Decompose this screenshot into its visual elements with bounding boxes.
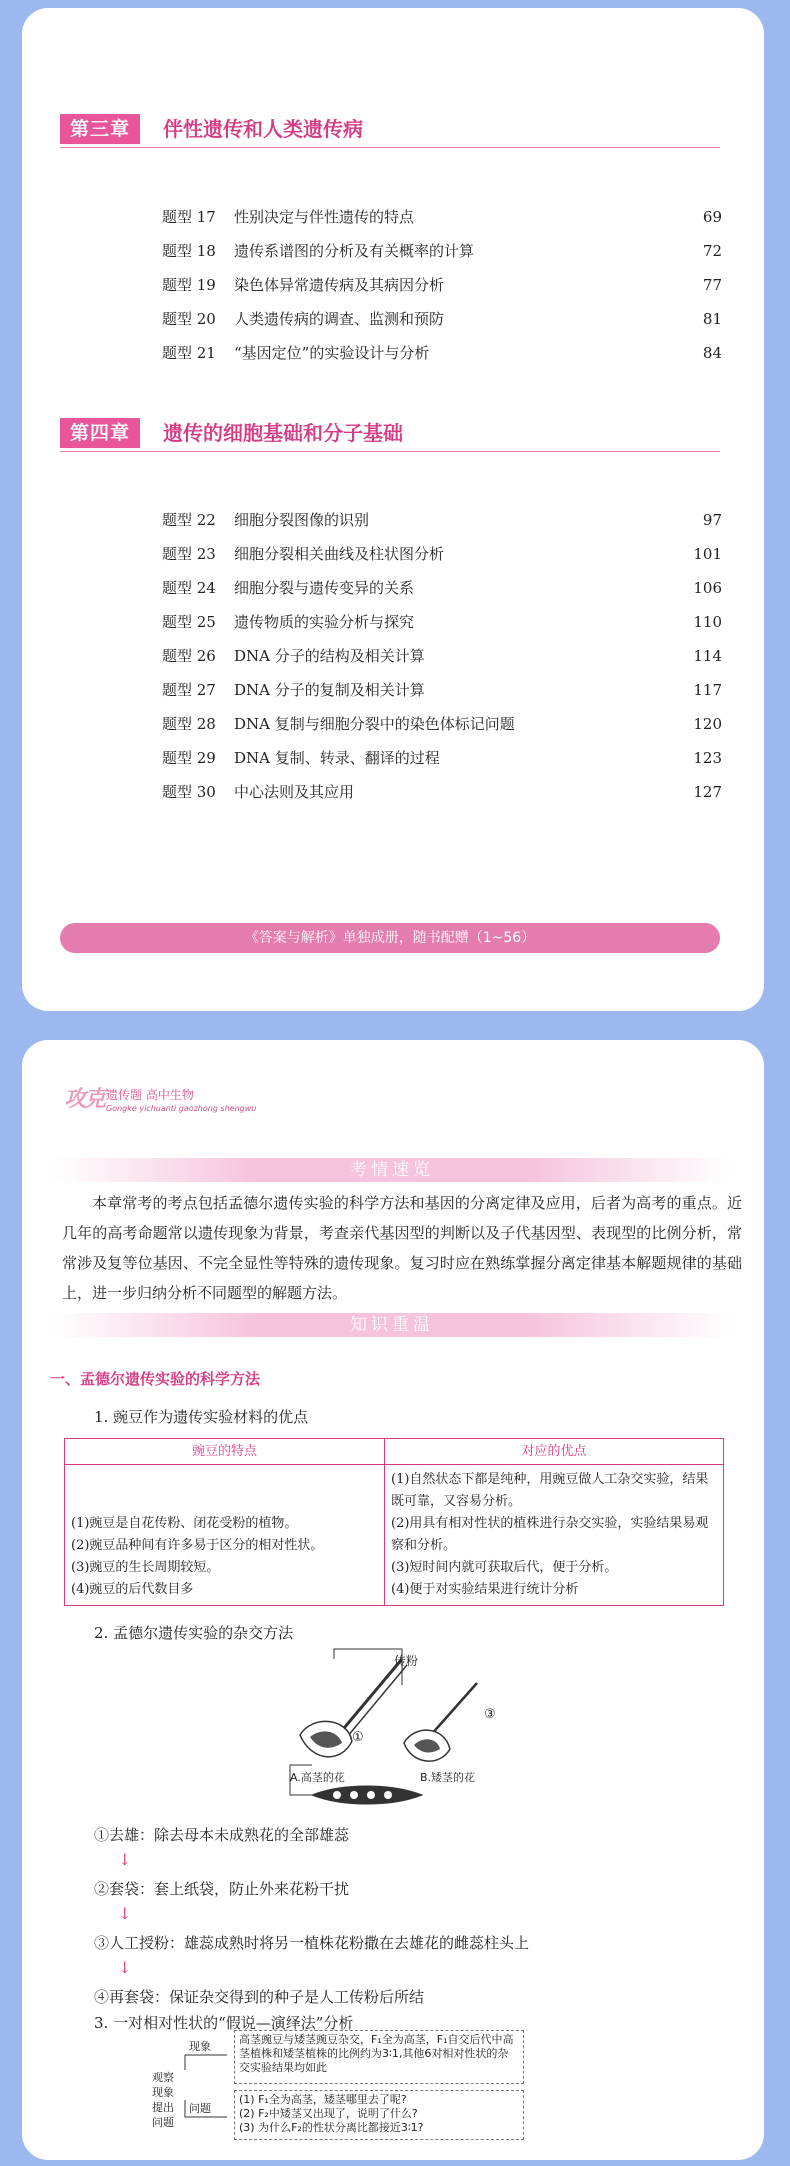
toc-item-title: DNA 复制与细胞分裂中的染色体标记问题 [234,715,515,733]
toc-item-title: 中心法则及其应用 [234,783,355,801]
chapter4-toc [162,503,722,809]
down-arrow-icon: ↓ [118,1850,132,1869]
label-wenti: 问题 [189,2102,211,2115]
brand-pinyin: Gongke yichuanti gaozhong shengwu [106,1104,257,1113]
toc-row[interactable] [162,707,722,741]
toc-item-number: 题型 26 [162,647,216,665]
toc-item-title: 染色体异常遗传病及其病因分析 [234,276,445,294]
step-emasculation: ①去雄：除去母本未成熟花的全部雄蕊 [94,1826,350,1844]
subheading-cross-method: 2. 孟德尔遗传实验的杂交方法 [94,1624,294,1642]
toc-row[interactable] [162,234,722,268]
toc-item-number: 题型 24 [162,579,216,597]
toc-row[interactable] [162,673,722,707]
pea-feature-table [64,1438,724,1606]
toc-item-number: 题型 18 [162,242,216,260]
toc-item-page: 120 [693,715,722,733]
advantage-line: (4)便于对实验结果进行统计分析 [391,1582,579,1597]
toc-item-number: 题型 21 [162,344,216,362]
toc-item-page: 123 [693,749,722,767]
question-line: (1) F₁全为高茎，矮茎哪里去了呢? [239,2093,407,2106]
table-cell-advantages [385,1465,724,1606]
brand-header [64,1082,364,1122]
toc-row[interactable] [162,302,722,336]
subheading-hypothesis-deduction: 3. 一对相对性状的“假说—演绎法”分析 [94,2014,354,2032]
feature-line: (1)豌豆是自花传粉、闭花受粉的植物。 [71,1516,298,1531]
toc-item-title: 遗传物质的实验分析与探究 [234,613,415,631]
label-tall-flower: A.高茎的花 [290,1771,345,1784]
toc-item-number: 题型 19 [162,276,216,294]
toc-item-number: 题型 22 [162,511,216,529]
table-header-advantages: 对应的优点 [385,1439,724,1465]
table-cell-features [65,1465,385,1606]
toc-item-page: 110 [693,613,722,631]
phenomenon-box: 高茎豌豆与矮茎豌豆杂交，F₁全为高茎，F₁自交后代中高茎植株和矮茎植株的比例约为3∶1,其他6对相对性状的杂交实验结果均如此 [234,2030,524,2084]
toc-row[interactable] [162,741,722,775]
section-band-zhishi [52,1313,732,1337]
toc-item-title: DNA 复制、转录、翻译的过程 [234,749,440,767]
toc-item-number: 题型 28 [162,715,216,733]
toc-item-page: 101 [693,545,722,563]
toc-item-title: DNA 分子的结构及相关计算 [234,647,425,665]
table-header-features: 豌豆的特点 [65,1439,385,1465]
toc-item-number: 题型 27 [162,681,216,699]
chapter3-header [60,114,720,148]
toc-item-number: 题型 20 [162,310,216,328]
content-page [22,1040,764,2160]
toc-item-page: 77 [702,276,722,294]
toc-item-number: 题型 30 [162,783,216,801]
toc-item-title: 细胞分裂图像的识别 [234,511,370,529]
hypo-bracket [177,2045,237,2135]
toc-item-title: 性别决定与伴性遗传的特点 [234,208,415,226]
step-rebagging: ④再套袋：保证杂交得到的种子是人工传粉后所结 [94,1988,425,2006]
toc-row[interactable] [162,503,722,537]
toc-row[interactable] [162,336,722,370]
heading-mendel-method: 一、孟德尔遗传实验的科学方法 [50,1370,261,1388]
step-bagging: ②套袋：套上纸袋，防止外来花粉干扰 [94,1880,350,1898]
down-arrow-icon: ↓ [118,1904,132,1923]
chapter3-title: 伴性遗传和人类遗传病 [163,117,363,141]
toc-row[interactable] [162,571,722,605]
feature-line: (3)豌豆的生长周期较短。 [71,1560,220,1575]
toc-row[interactable] [162,639,722,673]
feature-line: (2)豌豆品种间有许多易于区分的相对性状。 [71,1538,324,1553]
toc-item-title: 细胞分裂相关曲线及柱状图分析 [234,545,445,563]
toc-item-page: 106 [693,579,722,597]
toc-item-page: 97 [702,511,722,529]
section-band-kaoqing [52,1158,732,1182]
toc-item-number: 题型 23 [162,545,216,563]
label-mark1: ① [352,1730,364,1745]
section-title-kaoqing: 考情速览 [350,1160,434,1180]
toc-item-page: 117 [693,681,722,699]
advantage-line: (3)短时间内就可获取后代，便于分析。 [391,1560,618,1575]
chapter4-title: 遗传的细胞基础和分子基础 [163,421,403,445]
chapter3-toc [162,200,722,370]
toc-item-number: 题型 17 [162,208,216,226]
toc-item-number: 题型 29 [162,749,216,767]
feature-line: (4)豌豆的后代数目多 [71,1582,194,1597]
chapter3-tag: 第三章 [60,114,140,144]
toc-item-title: 人类遗传病的调查、监测和预防 [234,310,445,328]
toc-row[interactable] [162,775,722,809]
toc-item-title: DNA 分子的复制及相关计算 [234,681,425,699]
chapter4-header [60,418,720,452]
label-chuanfen: 传粉 [394,1654,419,1668]
toc-row[interactable] [162,200,722,234]
toc-row[interactable] [162,537,722,571]
toc-item-title: “基因定位”的实验设计与分析 [234,344,430,362]
toc-item-number: 题型 25 [162,613,216,631]
step-pollination: ③人工授粉：雄蕊成熟时将另一植株花粉撒在去雄花的雌蕊柱头上 [94,1934,530,1952]
pollination-figure [272,1645,532,1820]
brand-logo: 攻克 [64,1086,105,1112]
answer-banner: 《答案与解析》单独成册，随书配赠（1~56） [60,923,720,953]
toc-item-title: 细胞分裂与遗传变异的关系 [234,579,415,597]
figure-connector-line [334,1649,402,1685]
toc-item-title: 遗传系谱图的分析及有关概率的计算 [234,242,475,260]
advantage-line: (2)用具有相对性状的植株进行杂交实验，实验结果易观察和分析。 [391,1516,709,1553]
label-short-flower: B.矮茎的花 [420,1771,476,1784]
toc-item-page: 114 [693,647,722,665]
label-xianxiang: 现象 [189,2040,211,2053]
toc-row[interactable] [162,268,722,302]
toc-page [22,8,764,1011]
toc-item-page: 69 [702,208,722,226]
question-line: (2) F₂中矮茎又出现了，说明了什么? [239,2107,418,2120]
brand-name: 遗传题 高中生物 [106,1088,194,1102]
toc-item-page: 84 [702,344,722,362]
question-box [234,2090,524,2140]
question-line: (3) 为什么F₂的性状分离比都接近3∶1? [239,2121,424,2134]
toc-row[interactable] [162,605,722,639]
toc-item-page: 81 [702,310,722,328]
subheading-pea-advantages: 1. 豌豆作为遗传实验材料的优点 [94,1408,309,1426]
label-observe-question: 观察现象提出问题 [152,2071,174,2129]
toc-item-page: 127 [693,783,722,801]
section-title-zhishi: 知识重温 [350,1315,434,1335]
label-mark3: ③ [484,1707,496,1722]
advantage-line: (1)自然状态下都是纯种，用豌豆做人工杂交实验，结果既可靠，又容易分析。 [391,1472,709,1509]
chapter4-tag: 第四章 [60,418,140,448]
toc-item-page: 72 [702,242,722,260]
down-arrow-icon: ↓ [118,1958,132,1977]
intro-paragraph: 本章常考的考点包括孟德尔遗传实验的科学方法和基因的分离定律及应用，后者为高考的重点。近几年的高考命题常以遗传现象为背景，考查亲代基因型的判断以及子代基因型、表现型的比例分析，常常涉及复等位基因、不完全显性等特殊的遗传现象。复习时应在熟练掌握分离定律基本解题规律的基础上，进一步归纳分析不同题型的解题方法。 [62,1194,742,1302]
